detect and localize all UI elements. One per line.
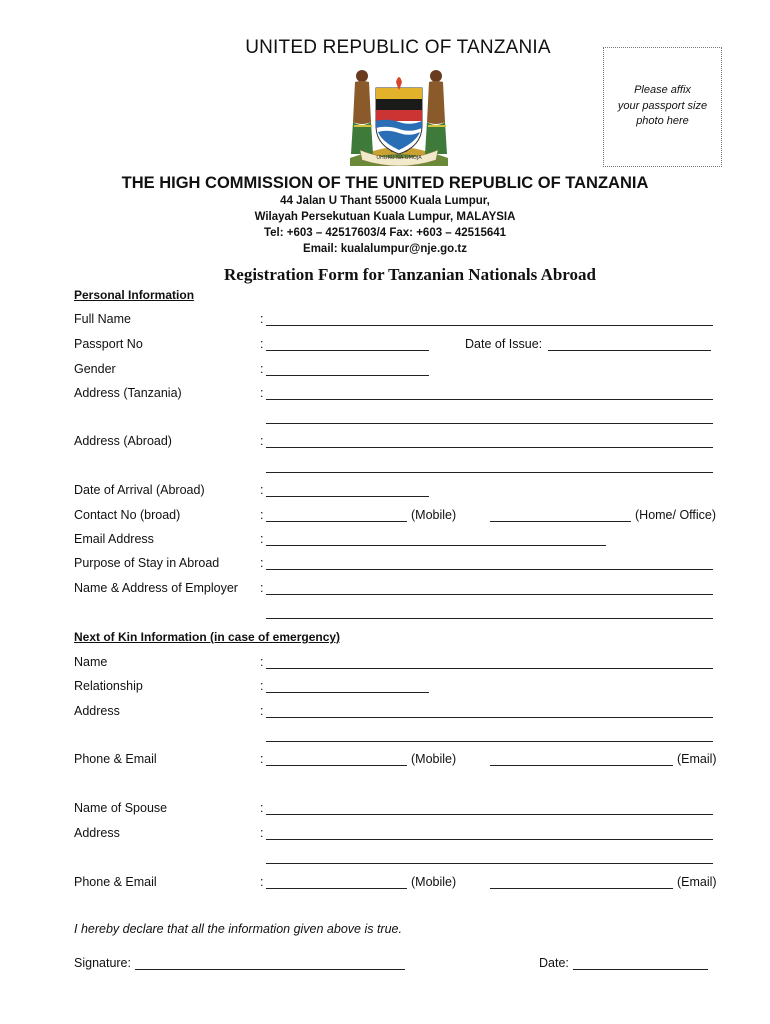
colon: : (260, 752, 264, 766)
label-relationship: Relationship (74, 679, 143, 693)
label-purpose-of-stay: Purpose of Stay in Abroad (74, 556, 220, 570)
address-abroad-field-line2[interactable] (266, 472, 713, 473)
address-line: Tel: +603 – 42517603/4 Fax: +603 – 42515641 (263, 227, 507, 239)
label-address-abroad: Address (Abroad) (74, 434, 172, 448)
photo-box-line: photo here (636, 115, 689, 127)
label-kin-phone-email: Phone & Email (74, 752, 157, 766)
colon: : (260, 679, 264, 693)
address-tanzania-field[interactable] (266, 399, 713, 400)
spouse-email-field[interactable] (490, 888, 673, 889)
contact-mobile-field[interactable] (266, 521, 407, 522)
colon: : (260, 386, 264, 400)
passport-no-field[interactable] (266, 350, 429, 351)
contact-home-office-field[interactable] (490, 521, 631, 522)
kin-name-field[interactable] (266, 668, 713, 669)
label-gender: Gender (74, 362, 116, 376)
label-spouse-name: Name of Spouse (74, 801, 168, 815)
passport-photo-box (603, 47, 722, 167)
signature-field[interactable] (135, 969, 405, 970)
label-signature: Signature: (74, 956, 131, 970)
colon: : (260, 337, 264, 351)
label-email-address: Email Address (74, 532, 154, 546)
label-mobile: (Mobile) (411, 508, 457, 522)
label-date: Date: (539, 956, 569, 970)
full-name-field[interactable] (266, 325, 713, 326)
address-line: Wilayah Persekutuan Kuala Lumpur, MALAYSIA (254, 211, 516, 223)
colon: : (260, 655, 264, 669)
photo-box-line: your passport size (617, 99, 708, 112)
label-employer: Name & Address of Employer (74, 581, 238, 595)
label-address-tanzania: Address (Tanzania) (74, 386, 182, 400)
address-abroad-field[interactable] (266, 447, 713, 448)
spouse-address-field[interactable] (266, 839, 713, 840)
purpose-of-stay-field[interactable] (266, 569, 713, 570)
email-line: Email: kualalumpur@nje.go.tz (303, 243, 467, 255)
label-spouse-phone-email: Phone & Email (74, 875, 157, 889)
spouse-mobile-field[interactable] (266, 888, 407, 889)
label-kin-address: Address (74, 704, 120, 718)
colon: : (260, 875, 264, 889)
label-email: (Email) (677, 875, 717, 889)
gender-field[interactable] (266, 375, 429, 376)
spouse-address-field-line2[interactable] (266, 863, 713, 864)
colon: : (260, 362, 264, 376)
colon: : (260, 556, 264, 570)
form-title: Registration Form for Tanzanian Nationals Abroad (224, 265, 596, 284)
colon: : (260, 801, 264, 815)
photo-box-line: Please affix (634, 84, 691, 96)
employer-field-line2[interactable] (266, 618, 713, 619)
colon: : (260, 704, 264, 718)
colon: : (260, 532, 264, 546)
label-passport-no: Passport No (74, 337, 143, 351)
date-field[interactable] (573, 969, 708, 970)
label-full-name: Full Name (74, 312, 131, 326)
kin-mobile-field[interactable] (266, 765, 407, 766)
date-of-arrival-field[interactable] (266, 496, 429, 497)
section-personal-info: Personal Information (74, 288, 195, 302)
spouse-name-field[interactable] (266, 814, 713, 815)
label-contact-no: Contact No (broad) (74, 508, 181, 522)
kin-email-field[interactable] (490, 765, 673, 766)
coat-of-arms-emblem (340, 62, 458, 166)
country-title: UNITED REPUBLIC OF TANZANIA (245, 37, 551, 58)
label-date-of-issue: Date of Issue: (465, 337, 543, 351)
date-of-issue-field[interactable] (548, 350, 711, 351)
label-kin-name: Name (74, 655, 108, 669)
colon: : (260, 312, 264, 326)
label-mobile: (Mobile) (411, 752, 457, 766)
colon: : (260, 581, 264, 595)
colon: : (260, 826, 264, 840)
employer-field[interactable] (266, 594, 713, 595)
address-tanzania-field-line2[interactable] (266, 423, 713, 424)
colon: : (260, 434, 264, 448)
label-email: (Email) (677, 752, 717, 766)
kin-address-field[interactable] (266, 717, 713, 718)
label-mobile: (Mobile) (411, 875, 457, 889)
relationship-field[interactable] (266, 692, 429, 693)
label-spouse-address: Address (74, 826, 120, 840)
colon: : (260, 508, 264, 522)
kin-address-field-line2[interactable] (266, 741, 713, 742)
high-commission-title: THE HIGH COMMISSION OF THE UNITED REPUBLIC OF TANZANIA (121, 174, 649, 192)
label-date-of-arrival: Date of Arrival (Abroad) (74, 483, 205, 497)
address-line: 44 Jalan U Thant 55000 Kuala Lumpur, (280, 195, 490, 207)
email-address-field[interactable] (266, 545, 606, 546)
svg-text:UHURU NA UMOJA: UHURU NA UMOJA (376, 155, 422, 161)
section-next-of-kin: Next of Kin Information (in case of emergency) (74, 630, 341, 644)
colon: : (260, 483, 264, 497)
label-home-office: (Home/ Office) (635, 508, 717, 522)
declaration-text: I hereby declare that all the information given above is true. (74, 922, 402, 936)
